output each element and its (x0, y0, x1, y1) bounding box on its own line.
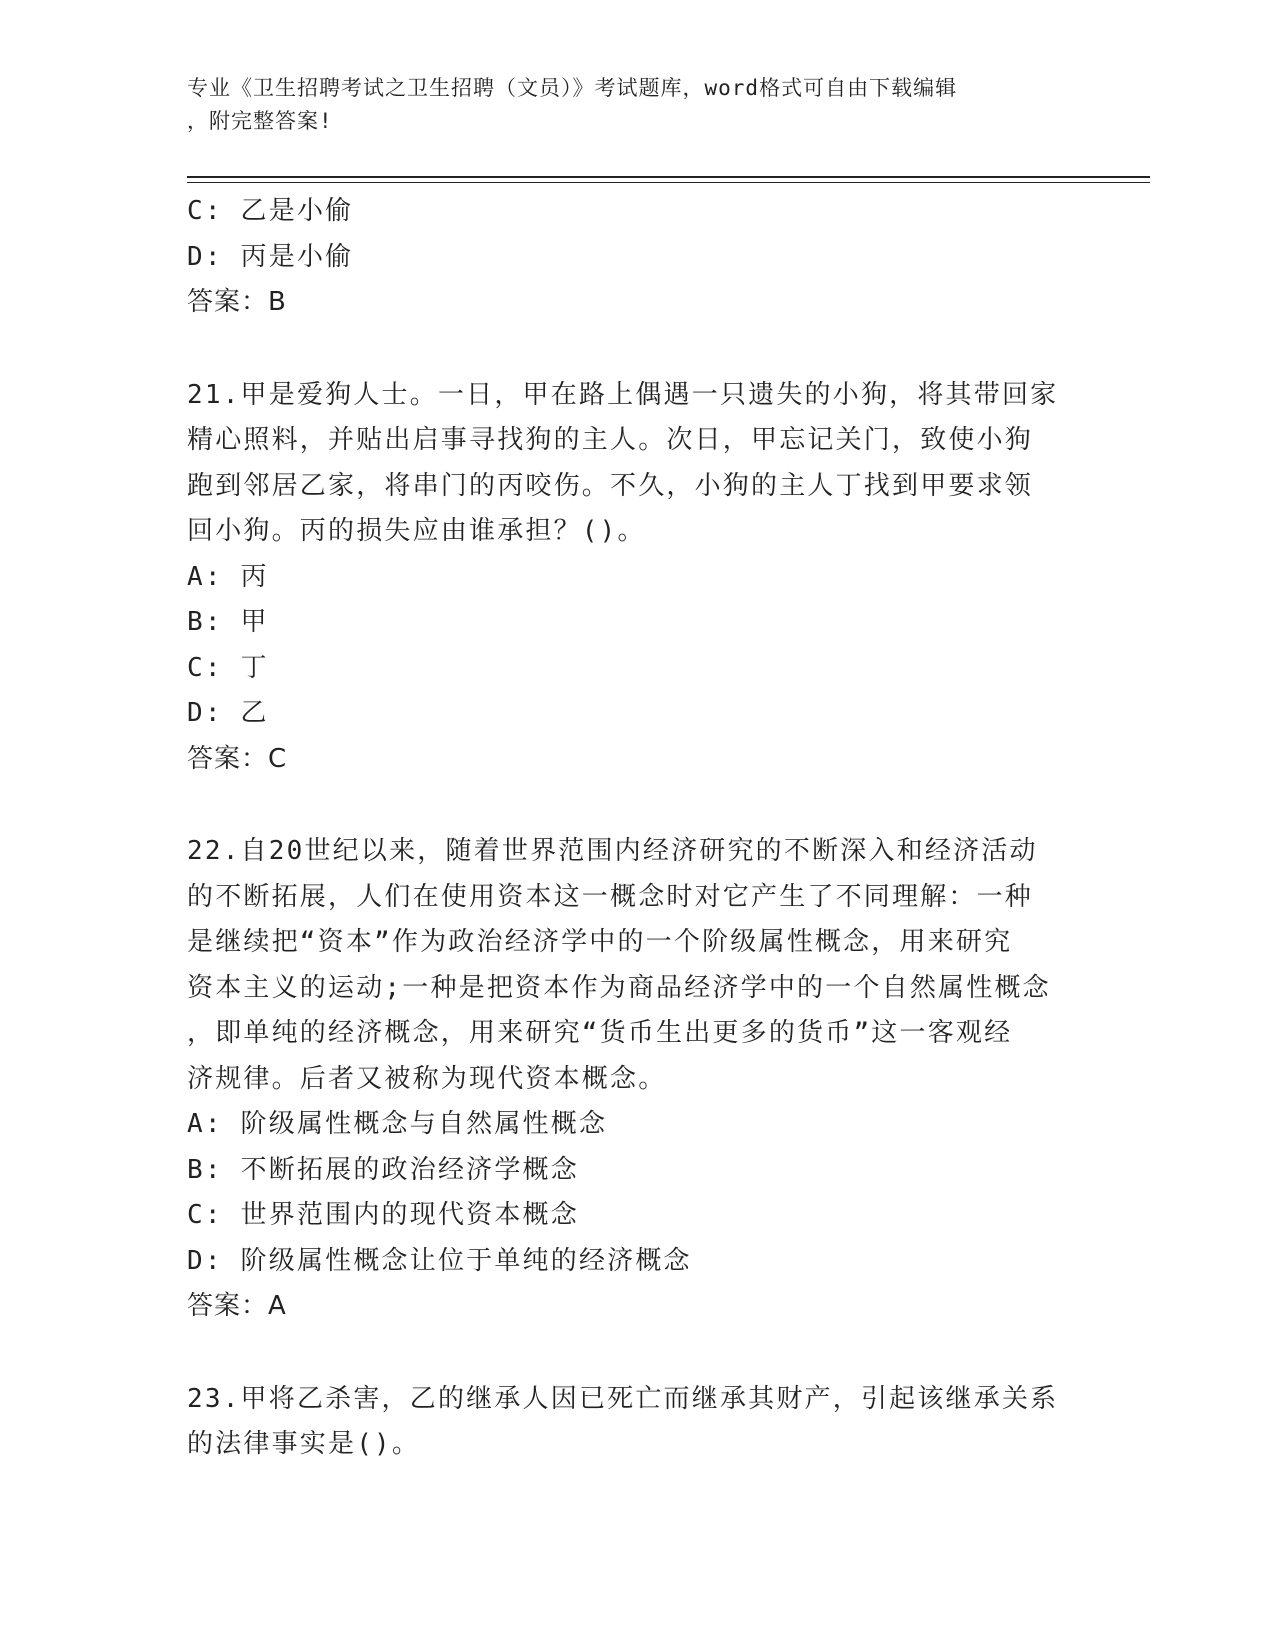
question-23 (187, 1377, 1087, 1468)
question-text-line: 23.甲将乙杀害，乙的继承人因已死亡而继承其财产，引起该继承关系 (187, 1383, 1059, 1414)
answer-line: 答案：B (187, 287, 287, 317)
question-text-line: ，即单纯的经济概念，用来研究“货币生出更多的货币”这一客观经 (187, 1018, 1013, 1048)
question-text-line: 资本主义的运动;一种是把资本作为商品经济学中的一个自然属性概念 (187, 972, 1051, 1003)
question-text-line: 跑到邻居乙家，将串门的丙咬伤。不久，小狗的主人丁找到甲要求领 (187, 470, 1034, 501)
option-b: B: 不断拓展的政治经济学概念 (187, 1154, 579, 1185)
question-text-line: 22.自20世纪以来，随着世界范围内经济研究的不断深入和经济活动 (187, 836, 1038, 866)
option-d: D: 乙 (187, 698, 269, 728)
option-c: C: 世界范围内的现代资本概念 (187, 1200, 579, 1230)
question-content (187, 189, 1087, 1468)
option-c: C: 乙是小偷 (187, 196, 354, 226)
page-header (187, 72, 1067, 138)
question-text-line: 济规律。后者又被称为现代资本概念。 (187, 1063, 667, 1094)
answer-line: 答案：A (187, 1291, 287, 1321)
question-20-tail (187, 189, 1087, 326)
header-rule-thick (187, 176, 1150, 178)
question-text-line: 回小狗。丙的损失应由谁承担？()。 (187, 516, 646, 546)
question-text-line: 的法律事实是()。 (187, 1429, 421, 1459)
option-c: C: 丁 (187, 652, 269, 683)
spacer (187, 782, 1087, 829)
option-a: A: 丙 (187, 561, 269, 592)
question-text-line: 的不断拓展，人们在使用资本这一概念时对它产生了不同理解：一种 (187, 881, 1034, 912)
header-line-2: ，附完整答案! (187, 109, 333, 133)
option-a: A: 阶级属性概念与自然属性概念 (187, 1109, 608, 1139)
question-text-line: 是继续把“资本”作为政治经济学中的一个阶级属性概念，用来研究 (187, 927, 1013, 957)
option-d: D: 丙是小偷 (187, 241, 354, 272)
option-d: D: 阶级属性概念让位于单纯的经济概念 (187, 1245, 692, 1276)
header-line-1: 专业《卫生招聘考试之卫生招聘（文员）》考试题库，word格式可自由下载编辑 (187, 76, 958, 100)
question-text-line: 精心照料，并贴出启事寻找狗的主人。次日，甲忘记关门，致使小狗 (187, 425, 1034, 455)
question-22 (187, 829, 1087, 1330)
spacer (187, 326, 1087, 373)
question-text-line: 21.甲是爱狗人士。一日，甲在路上偶遇一只遗失的小狗，将其带回家 (187, 379, 1059, 410)
answer-line: 答案：C (187, 743, 288, 774)
spacer (187, 1330, 1087, 1377)
header-rule-thin (187, 182, 1150, 183)
option-b: B: 甲 (187, 607, 269, 637)
question-21 (187, 373, 1087, 783)
